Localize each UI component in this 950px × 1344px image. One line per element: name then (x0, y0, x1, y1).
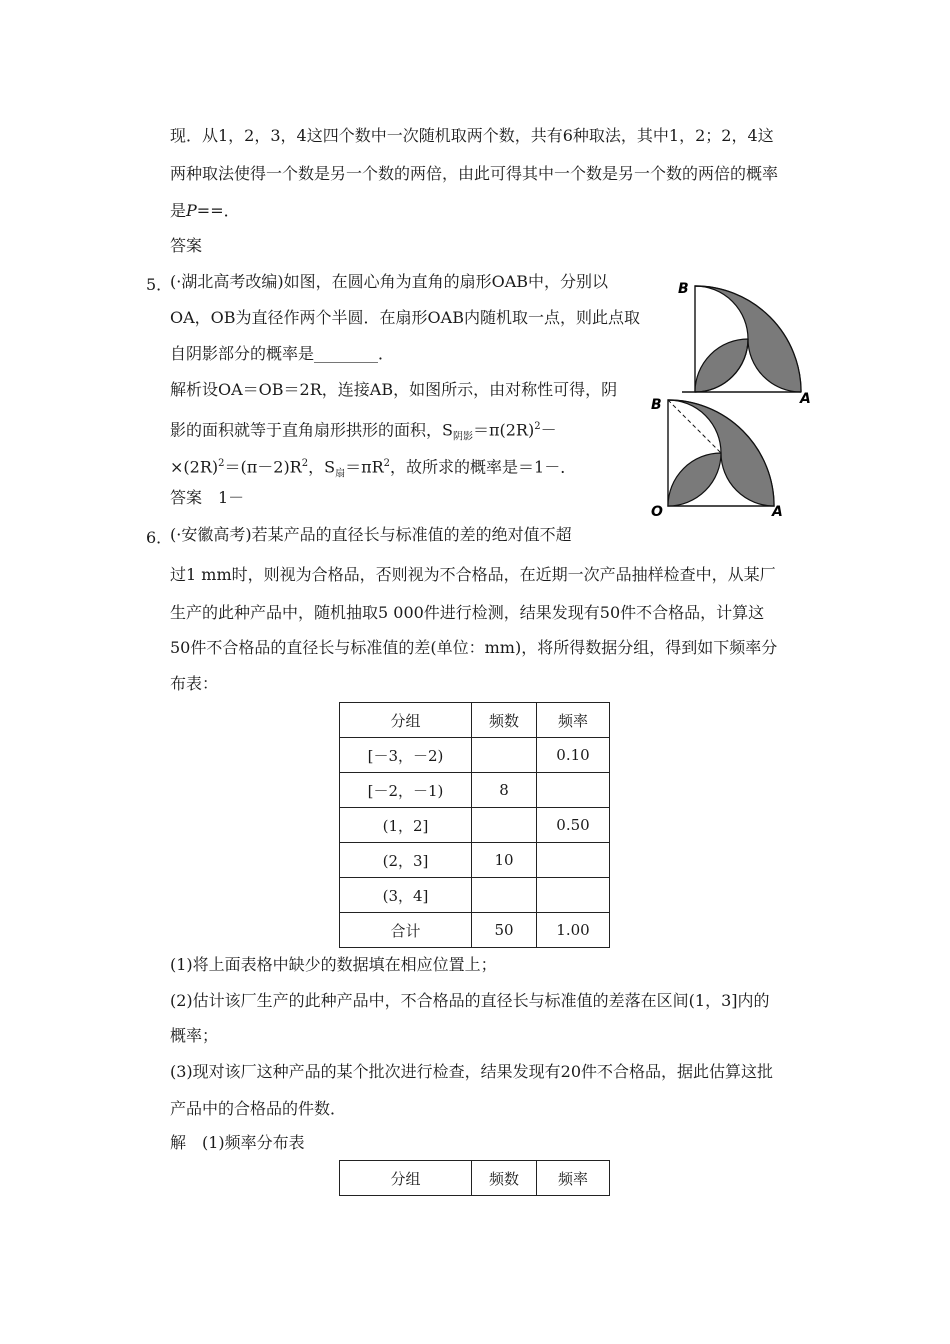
table-cell: 0.10 (537, 738, 610, 773)
variable: P (186, 201, 197, 220)
table-cell: 50 (472, 913, 537, 948)
question-text: 生产的此种产品中，随机抽取5 000件进行检测，结果发现有50件不合格品，计算这 (170, 603, 765, 622)
table-row (340, 878, 610, 913)
answer-label: 答案 (170, 236, 203, 255)
table-cell (472, 808, 537, 843)
text-fragment: 是 (170, 201, 187, 220)
table-row (340, 843, 610, 878)
text-line: 现．从1，2，3，4这四个数中一次随机取两个数，共有6种取法，其中1，2；2，4这 (170, 126, 774, 145)
label-B: B (678, 281, 689, 297)
text-fragment: － (540, 420, 557, 440)
table-cell: 合计 (340, 913, 472, 948)
table-header: 频率 (537, 1161, 610, 1196)
question-text: (·湖北高考改编)如图，在圆心角为直角的扇形OAB中，分别以 (170, 272, 609, 291)
table-row-total (340, 913, 610, 948)
solution-text: 解析设OA＝OB＝2R，连接AB，如图所示，由对称性可得，阴 (170, 380, 618, 399)
table-cell (537, 843, 610, 878)
text-fragment: ==． (196, 201, 240, 220)
sector-figure-1 (678, 281, 811, 407)
question-text: (·安徽高考)若某产品的直径长与标准值的差的绝对值不超 (170, 525, 572, 544)
subscript: 阴影 (452, 431, 473, 443)
table-header-row (340, 703, 610, 738)
solution-text: 解 (1)频率分布表 (170, 1133, 305, 1152)
table-cell (472, 878, 537, 913)
table-header: 分组 (340, 1161, 472, 1196)
table-cell: [－2，－1) (340, 773, 472, 808)
frequency-table (339, 702, 610, 948)
superscript: 2 (218, 458, 225, 469)
sector-figure-2 (651, 397, 788, 520)
question-part: 产品中的合格品的件数． (170, 1099, 347, 1118)
table-cell (472, 738, 537, 773)
label-B: B (651, 397, 662, 413)
answer-text: 答案 1－ (170, 488, 245, 507)
table-header: 分组 (340, 703, 472, 738)
table-header: 频数 (472, 1161, 537, 1196)
label-O: O (651, 504, 663, 520)
table-cell: [－3，－2) (340, 738, 472, 773)
solution-text (170, 454, 576, 485)
question-part: (1)将上面表格中缺少的数据填在相应位置上； (170, 955, 497, 974)
question-text: 自阴影部分的概率是________． (170, 344, 395, 363)
label-A: A (800, 391, 811, 407)
text-fragment: ×(2R) (170, 457, 219, 477)
table-cell: (1，2] (340, 808, 472, 843)
table-cell: (2，3] (340, 843, 472, 878)
subscript: 扇 (335, 468, 346, 480)
text-line: 两种取法使得一个数是另一个数的两倍，由此可得其中一个数是另一个数的两倍的概率 (170, 164, 779, 183)
solution-text (170, 417, 557, 448)
text-fragment: ＝πR (345, 457, 384, 477)
table-header-row (340, 1161, 610, 1196)
label-A: A (772, 504, 783, 520)
table-row (340, 738, 610, 773)
question-number: 6． (146, 528, 173, 547)
superscript: 2 (301, 458, 309, 469)
frequency-table-answer (339, 1160, 610, 1196)
text-fragment: 影的面积就等于直角扇形拱形的面积，S (170, 420, 453, 440)
superscript: 2 (534, 421, 541, 432)
question-part: (3)现对该厂这种产品的某个批次进行检查，结果发现有20件不合格品，据此估算这批 (170, 1062, 774, 1081)
table-cell (537, 773, 610, 808)
table-cell: 0.50 (537, 808, 610, 843)
question-text: OA，OB为直径作两个半圆．在扇形OAB内随机取一点，则此点取 (170, 308, 640, 327)
table-row (340, 808, 610, 843)
table-cell (537, 878, 610, 913)
table-cell: 8 (472, 773, 537, 808)
table-header: 频率 (537, 703, 610, 738)
text-fragment: ，S (308, 457, 336, 477)
table-cell: 1.00 (537, 913, 610, 948)
question-text: 50件不合格品的直径长与标准值的差(单位：mm)，将所得数据分组，得到如下频率分 (170, 638, 778, 657)
table-cell: (3，4] (340, 878, 472, 913)
superscript: 2 (383, 458, 391, 469)
table-header: 频数 (472, 703, 537, 738)
text-fragment: ，故所求的概率是＝1－． (390, 457, 577, 477)
question-text: 布表： (170, 674, 219, 693)
table-cell: 10 (472, 843, 537, 878)
question-part: 概率； (170, 1026, 219, 1045)
text-fragment: ＝(π－2)R (224, 457, 302, 477)
table-row (340, 773, 610, 808)
question-text: 过1 mm时，则视为合格品，否则视为不合格品，在近期一次产品抽样检查中，从某厂 (170, 565, 776, 584)
question-part: (2)估计该厂生产的此种产品中，不合格品的直径长与标准值的差落在区间(1，3]内的 (170, 991, 770, 1010)
text-fragment: ＝π(2R) (472, 420, 535, 440)
question-number: 5． (146, 275, 173, 294)
text-line (170, 201, 240, 221)
